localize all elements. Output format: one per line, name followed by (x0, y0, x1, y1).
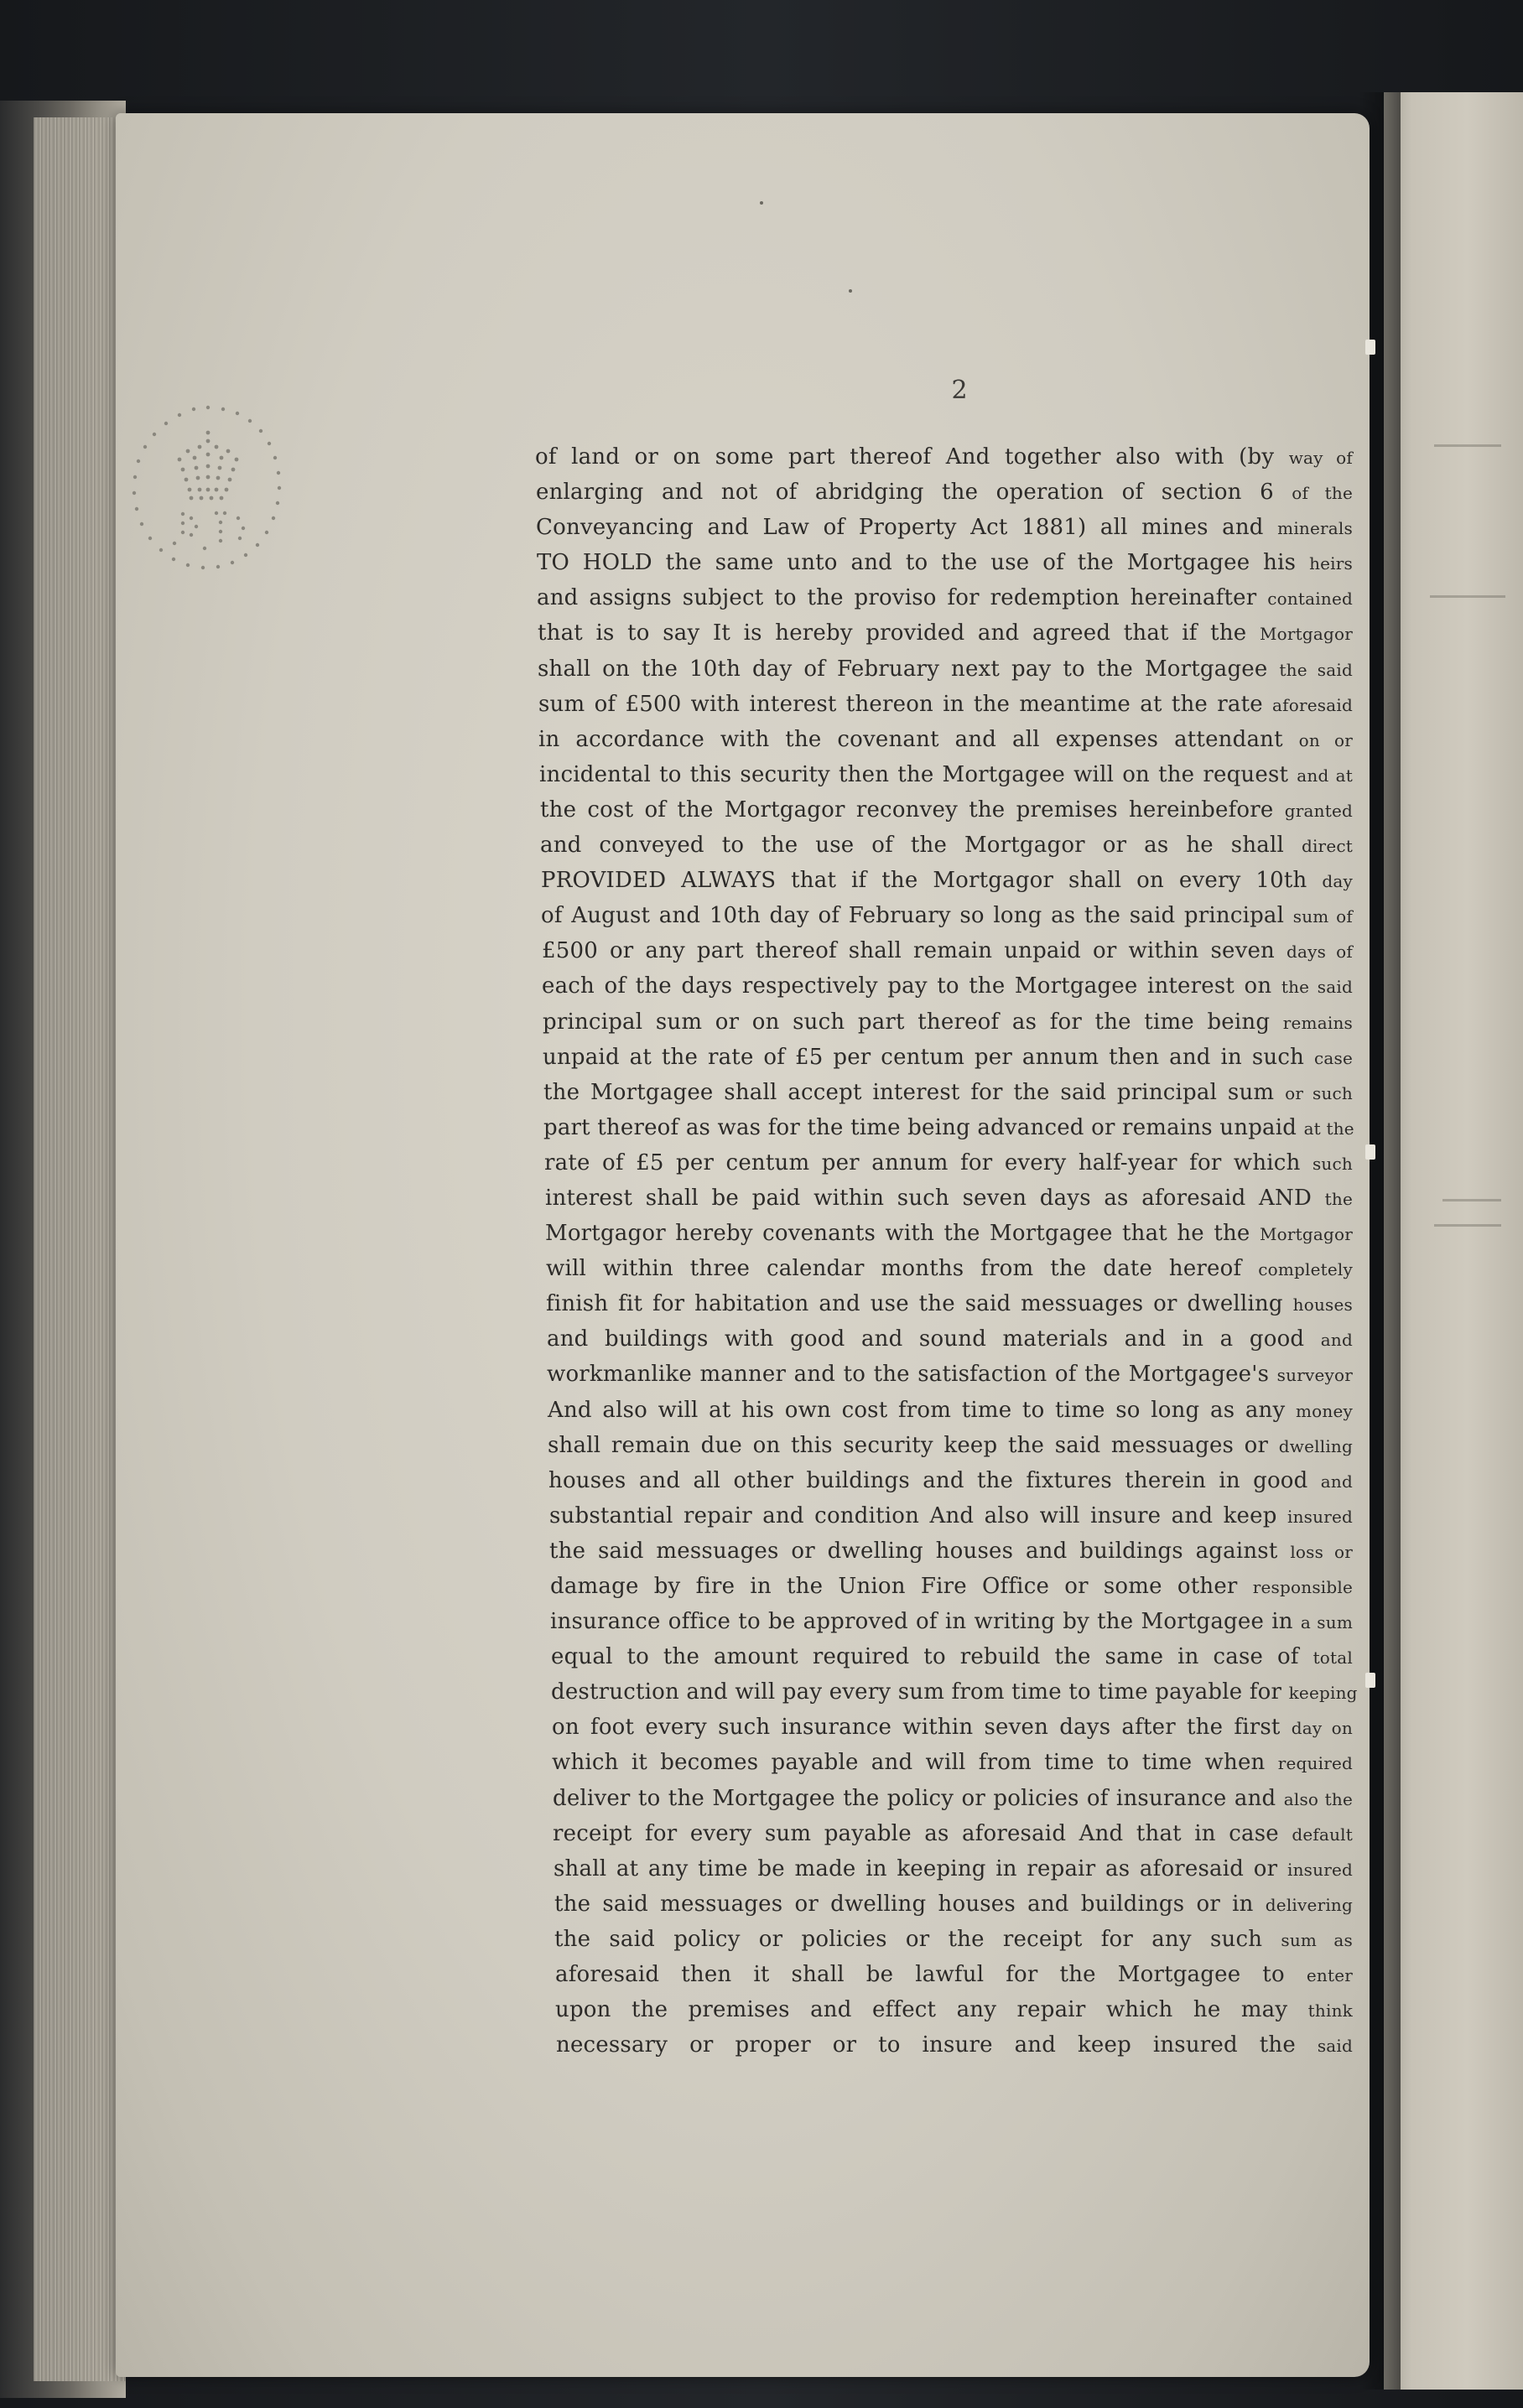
text-line (535, 1639, 1353, 1674)
text-line-main: interest shall be paid within such seven days as aforesaid AND (545, 1185, 1312, 1211)
text-line-main: and conveyed to the use of the Mortgagor or as he shall (540, 833, 1285, 859)
text-line (535, 1428, 1353, 1463)
text-line-end: loss or (1290, 1541, 1354, 1562)
text-line-main: upon the premises and effect any repair which he may (555, 1997, 1288, 2023)
text-line (535, 1886, 1353, 1922)
text-line-end: insured (1286, 1506, 1353, 1527)
text-line-main: the said messuages or dwelling houses and buildings or in (554, 1891, 1254, 1917)
text-line (535, 1075, 1353, 1110)
text-line-main: the Mortgagee shall accept interest for the said principal sum (543, 1079, 1275, 1105)
text-line-main: rate of £5 per centum per annum for every half-year for which (544, 1150, 1301, 1175)
text-line-main: and buildings with good and sound materials and in a good (547, 1326, 1305, 1352)
text-line-main: the said messuages or dwelling houses and buildings against (549, 1538, 1278, 1564)
text-line-end: insured (1286, 1859, 1353, 1880)
text-line-main: part thereof as was for the time being advanced or remains unpaid (543, 1114, 1297, 1140)
text-line-end: minerals (1277, 518, 1353, 539)
text-line-main: receipt for every sum payable as aforesaid And that in case (553, 1820, 1279, 1846)
text-line-end: enter (1306, 1965, 1353, 1986)
text-line-main: houses and all other buildings and the fixtures therein in good (548, 1467, 1308, 1493)
binding-tab (1365, 1144, 1375, 1160)
text-line-main: equal to the amount required to rebuild the same in case of (551, 1644, 1299, 1670)
text-line (535, 1463, 1353, 1498)
text-line-end: or such (1285, 1082, 1354, 1103)
text-line-main: PROVIDED ALWAYS that if the Mortgagor shall on every 10th (541, 868, 1307, 894)
text-line-main: necessary or proper or to insure and keep insured the (556, 2032, 1296, 2058)
text-line-main: insurance office to be approved of in writing by the Mortgagee in (550, 1609, 1293, 1635)
text-line (535, 1745, 1353, 1780)
text-line-end: day on (1291, 1718, 1354, 1739)
text-line-main: aforesaid then it shall be lawful for the Mortgagee to (555, 1962, 1285, 1988)
text-line-end: Mortgagor (1259, 624, 1353, 645)
text-line-end: houses (1292, 1295, 1353, 1316)
text-line (535, 968, 1353, 1004)
text-line (535, 933, 1353, 968)
text-line (535, 1393, 1353, 1428)
text-line (535, 1321, 1353, 1357)
text-line (535, 1957, 1353, 1992)
text-line-main: enlarging and not of abridging the operation of section 6 (536, 480, 1274, 506)
text-line-main: that is to say It is hereby provided and agreed that if the (538, 620, 1247, 646)
text-line-end: contained (1267, 589, 1353, 610)
text-line-end: at the (1303, 1118, 1354, 1139)
text-line-end: keeping (1288, 1683, 1358, 1704)
text-line (535, 1569, 1353, 1604)
text-line (535, 615, 1353, 651)
text-line-main: principal sum or on such part thereof as for the time being (543, 1009, 1271, 1035)
facing-page-edge (1384, 92, 1523, 2390)
text-line (535, 1674, 1358, 1710)
page-number: 2 (951, 376, 968, 405)
text-line-main: and assigns subject to the proviso for redemption hereinafter (537, 585, 1257, 611)
text-line-end: also the (1283, 1788, 1353, 1809)
text-line-main: Conveyancing and Law of Property Act 1881) all mines and (536, 515, 1264, 541)
text-line-main: deliver to the Mortgagee the policy or policies of insurance and (553, 1785, 1276, 1811)
text-line-main: And also will at his own cost from time to time so long as any (548, 1397, 1286, 1423)
text-line-end: total (1312, 1648, 1353, 1668)
text-line-end: responsible (1252, 1577, 1354, 1597)
text-line-end: Mortgagor (1259, 1224, 1353, 1245)
text-line (535, 1286, 1353, 1321)
text-line-end: day (1322, 871, 1353, 892)
text-line (535, 2027, 1353, 2063)
text-line (535, 1004, 1353, 1040)
text-line-main: the cost of the Mortgagor reconvey the premises hereinbefore (540, 797, 1274, 823)
text-line (535, 792, 1353, 828)
text-line-main: shall on the 10th day of February next pay to the Mortgagee (538, 656, 1268, 682)
stamp-crown (178, 431, 239, 501)
text-line-main: will within three calendar months from the date hereof (546, 1256, 1242, 1282)
text-line (535, 580, 1353, 615)
embossed-crown-stamp-icon (124, 401, 292, 585)
text-line-end: delivering (1265, 1894, 1354, 1915)
text-line-main: TO HOLD the same unto and to the use of the Mortgagee his (537, 550, 1297, 576)
text-line-end: heirs (1309, 553, 1353, 574)
speck-mark (849, 289, 852, 293)
text-line-end: and at (1297, 765, 1353, 786)
text-line-end: on or (1298, 729, 1353, 750)
text-line-end: remains (1282, 1012, 1353, 1033)
text-line (535, 1251, 1353, 1286)
text-line (535, 1110, 1353, 1145)
text-line-end: days of (1286, 942, 1353, 963)
binding-tab (1365, 1673, 1375, 1688)
binding-tab (1365, 340, 1375, 355)
text-line (535, 722, 1353, 757)
deed-body-text (535, 439, 1358, 2063)
text-line-end: direct (1301, 836, 1353, 857)
text-line-main: workmanlike manner and to the satisfaction of the Mortgagee's (547, 1362, 1270, 1388)
text-line (535, 510, 1353, 545)
text-line-end: and (1320, 1471, 1353, 1492)
show-through-mark (1434, 444, 1501, 447)
text-line-end: completely (1258, 1259, 1354, 1280)
text-line (535, 1040, 1353, 1075)
text-line-end: said (1317, 2036, 1354, 2057)
text-line (535, 1710, 1353, 1745)
text-line-end: sum as (1281, 1929, 1353, 1950)
text-line-end: the (1324, 1188, 1353, 1209)
text-line-main: finish fit for habitation and use the said messuages or dwelling (546, 1291, 1283, 1317)
text-line-main: shall remain due on this security keep the said messuages or (548, 1432, 1269, 1458)
text-line-end: think (1307, 2001, 1353, 2021)
text-line (535, 651, 1353, 687)
stamp-monogram (173, 511, 245, 550)
text-line-end: money (1295, 1400, 1354, 1421)
text-line-end: granted (1284, 800, 1353, 821)
text-line (535, 757, 1353, 792)
text-line-main: of land or on some part thereof And together also with (by (535, 444, 1275, 470)
text-line-end: aforesaid (1272, 694, 1353, 715)
text-line (535, 1816, 1353, 1851)
show-through-mark (1442, 1199, 1501, 1201)
text-line-end: a sum (1300, 1612, 1353, 1633)
text-line-main: each of the days respectively pay to the Mortgagee interest on (542, 973, 1272, 999)
page-stack-edge (34, 117, 126, 2381)
text-line (535, 1181, 1353, 1216)
text-line-end: dwelling (1278, 1435, 1354, 1456)
text-line-main: £500 or any part thereof shall remain unpaid or within seven (542, 938, 1275, 964)
text-line (535, 1992, 1353, 2027)
text-line (535, 439, 1353, 475)
text-line (535, 1498, 1353, 1534)
text-line (535, 1922, 1353, 1957)
text-line-end: the said (1281, 977, 1353, 998)
text-line (535, 1781, 1353, 1816)
text-line-main: the said policy or policies or the receipt for any such (554, 1926, 1263, 1952)
text-line (535, 828, 1353, 863)
text-line (535, 1604, 1353, 1639)
text-line (535, 1216, 1353, 1251)
text-line (535, 1357, 1353, 1392)
text-line-main: unpaid at the rate of £5 per centum per annum then and in such (543, 1044, 1305, 1070)
text-line (535, 1851, 1353, 1886)
text-line-main: Mortgagor hereby covenants with the Mortgagee that he the (545, 1221, 1250, 1247)
text-line-main: damage by fire in the Union Fire Office or some other (550, 1574, 1238, 1599)
show-through-mark (1434, 1224, 1501, 1227)
text-line-main: in accordance with the covenant and all expenses attendant (538, 726, 1283, 752)
text-line (535, 545, 1353, 580)
text-line-end: way of (1288, 448, 1354, 468)
text-line (535, 898, 1353, 933)
show-through-mark (1430, 595, 1505, 598)
text-line-main: on foot every such insurance within seven days after the first (552, 1715, 1281, 1741)
text-line-main: destruction and will pay every sum from time to time payable for (551, 1679, 1282, 1705)
text-line (535, 687, 1353, 722)
text-line-main: incidental to this security then the Mortgagee will on the request (539, 761, 1289, 787)
text-line-end: case (1313, 1047, 1353, 1068)
text-line-end: of the (1292, 483, 1353, 504)
text-line-main: sum of £500 with interest thereon in the meantime at the rate (538, 691, 1263, 717)
text-line-main: substantial repair and condition And also will insure and keep (549, 1502, 1277, 1528)
text-line (535, 475, 1353, 510)
text-line-end: the said (1279, 659, 1353, 680)
text-line-end: default (1292, 1824, 1353, 1845)
text-line-end: and (1320, 1330, 1353, 1351)
text-line-end: such (1312, 1153, 1353, 1174)
text-line (535, 1145, 1353, 1181)
text-line-main: of August and 10th day of February so long as the said principal (541, 903, 1285, 929)
text-line-main: shall at any time be made in keeping in repair as aforesaid or (554, 1855, 1278, 1881)
text-line-main: which it becomes payable and will from time to time when (552, 1750, 1266, 1776)
text-line-end: sum of (1292, 906, 1353, 927)
text-line-end: surveyor (1276, 1365, 1353, 1386)
stamp-border (133, 406, 281, 569)
text-line (535, 863, 1353, 898)
speck-mark (760, 201, 763, 205)
text-line (535, 1534, 1353, 1569)
text-line-end: required (1277, 1753, 1353, 1774)
